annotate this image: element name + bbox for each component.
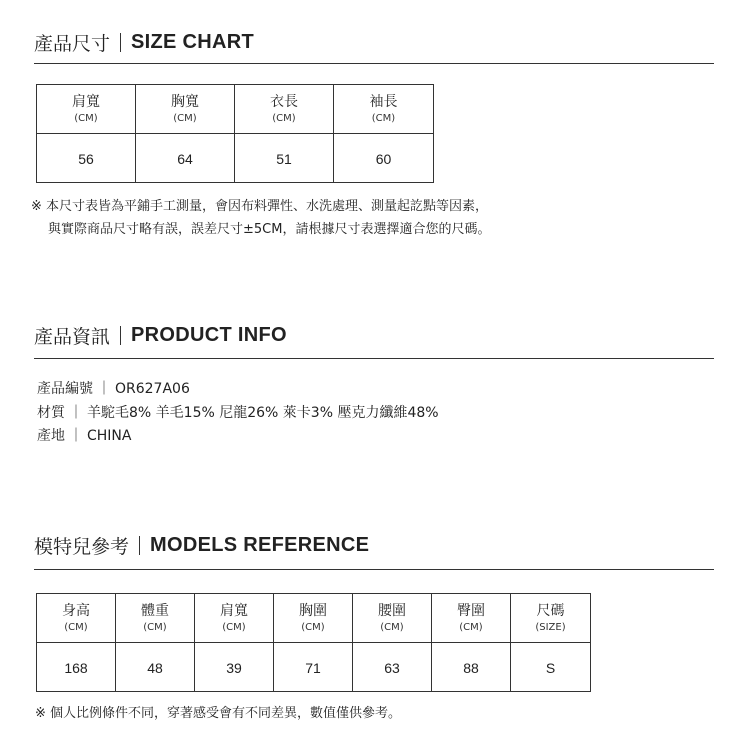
value-cell: [274, 643, 353, 692]
models-reference-table: [36, 593, 591, 692]
size-chart-title-en: SIZE CHART: [131, 31, 255, 53]
size-chart-table: [36, 84, 434, 183]
header-label: 身高: [62, 602, 90, 619]
header-label: 袖長: [369, 93, 398, 110]
header-unit: (CM): [459, 621, 483, 633]
value-text: 63: [384, 659, 400, 676]
header-label: 肩寬: [72, 93, 100, 110]
header-unit: (SIZE): [535, 621, 566, 633]
info-value: OR627A06: [115, 381, 190, 397]
header-label: 臀圍: [457, 602, 485, 619]
info-separator: ｜: [69, 405, 83, 421]
value-cell: [235, 134, 334, 183]
value-cell: [116, 643, 195, 692]
header-label: 胸寬: [171, 93, 199, 110]
models-value-row: [37, 643, 591, 692]
models-reference-note: ※ 個人比例條件不同，穿著感受會有不同差異，數值僅供參考。: [35, 706, 402, 721]
header-cell: [37, 85, 136, 134]
size-chart-heading: [34, 29, 254, 56]
title-divider: [120, 33, 121, 52]
models-header-row: [37, 594, 591, 643]
value-text: 64: [177, 150, 193, 167]
value-text: S: [545, 659, 556, 676]
header-unit: (CM): [301, 621, 325, 633]
header-label: 尺碼: [536, 602, 565, 619]
models-reference-title-zh: 模特兒參考: [34, 536, 130, 558]
info-label: 產品編號: [37, 381, 93, 397]
product-info-title-zh: 產品資訊: [34, 326, 111, 348]
value-text: 88: [463, 659, 479, 676]
header-unit: (CM): [173, 112, 197, 124]
product-info-rule: [34, 358, 714, 359]
value-cell: [195, 643, 274, 692]
value-cell: [37, 643, 116, 692]
header-unit: (CM): [272, 112, 296, 124]
value-text: 51: [276, 150, 292, 167]
header-cell: [235, 85, 334, 134]
size-chart-note-line2: 與實際商品尺寸略有誤，誤差尺寸±5CM，請根據尺寸表選擇適合您的尺碼。: [48, 222, 491, 237]
header-label: 肩寬: [220, 602, 248, 619]
info-label: 材質: [37, 405, 65, 421]
size-chart-title-zh: 產品尺寸: [34, 33, 111, 55]
info-separator: ｜: [69, 428, 83, 444]
value-cell: [334, 134, 434, 183]
header-unit: (CM): [74, 112, 98, 124]
header-cell: [195, 594, 274, 643]
value-text: 39: [226, 659, 242, 676]
header-cell: [274, 594, 353, 643]
value-text: 60: [375, 150, 392, 167]
header-unit: (CM): [64, 621, 88, 633]
header-cell: [353, 594, 432, 643]
models-reference-heading: [34, 532, 369, 559]
header-label: 衣長: [270, 93, 298, 110]
product-info-title-en: PRODUCT INFO: [131, 324, 287, 346]
info-row-origin: [37, 425, 131, 449]
header-label: 腰圍: [378, 602, 406, 619]
value-text: 71: [305, 659, 321, 676]
info-value: CHINA: [87, 428, 132, 444]
size-chart-header-row: [37, 85, 434, 134]
header-cell: [116, 594, 195, 643]
value-text: 168: [64, 659, 88, 676]
header-unit: (CM): [143, 621, 167, 633]
title-divider: [120, 326, 121, 345]
header-label: 胸圍: [299, 602, 327, 619]
info-value: 羊駝毛8% 羊毛15% 尼龍26% 萊卡3% 壓克力纖維48%: [87, 405, 439, 421]
header-cell: [37, 594, 116, 643]
size-chart-rule: [34, 63, 714, 64]
value-cell: [37, 134, 136, 183]
value-text: 56: [78, 150, 94, 167]
info-row-material: [37, 402, 439, 426]
models-reference-title-en: MODELS REFERENCE: [150, 534, 370, 556]
header-cell: [334, 85, 434, 134]
header-cell: [432, 594, 511, 643]
info-separator: ｜: [97, 381, 111, 397]
value-cell: [432, 643, 511, 692]
header-cell: [136, 85, 235, 134]
header-cell: [511, 594, 591, 643]
info-row-product-number: [37, 378, 190, 402]
size-chart-note-line1: ※ 本尺寸表皆為平鋪手工測量，會因布料彈性、水洗處理、測量起訖點等因素，: [31, 199, 489, 214]
info-label: 產地: [37, 428, 65, 444]
title-divider: [139, 536, 140, 555]
header-unit: (CM): [222, 621, 246, 633]
value-text: 48: [147, 659, 163, 676]
value-cell: [511, 643, 591, 692]
size-chart-value-row: [37, 134, 434, 183]
value-cell: [353, 643, 432, 692]
value-cell: [136, 134, 235, 183]
header-unit: (CM): [380, 621, 404, 633]
product-info-heading: [34, 322, 287, 349]
header-unit: (CM): [371, 112, 396, 124]
models-reference-rule: [34, 569, 714, 570]
header-label: 體重: [141, 602, 169, 619]
